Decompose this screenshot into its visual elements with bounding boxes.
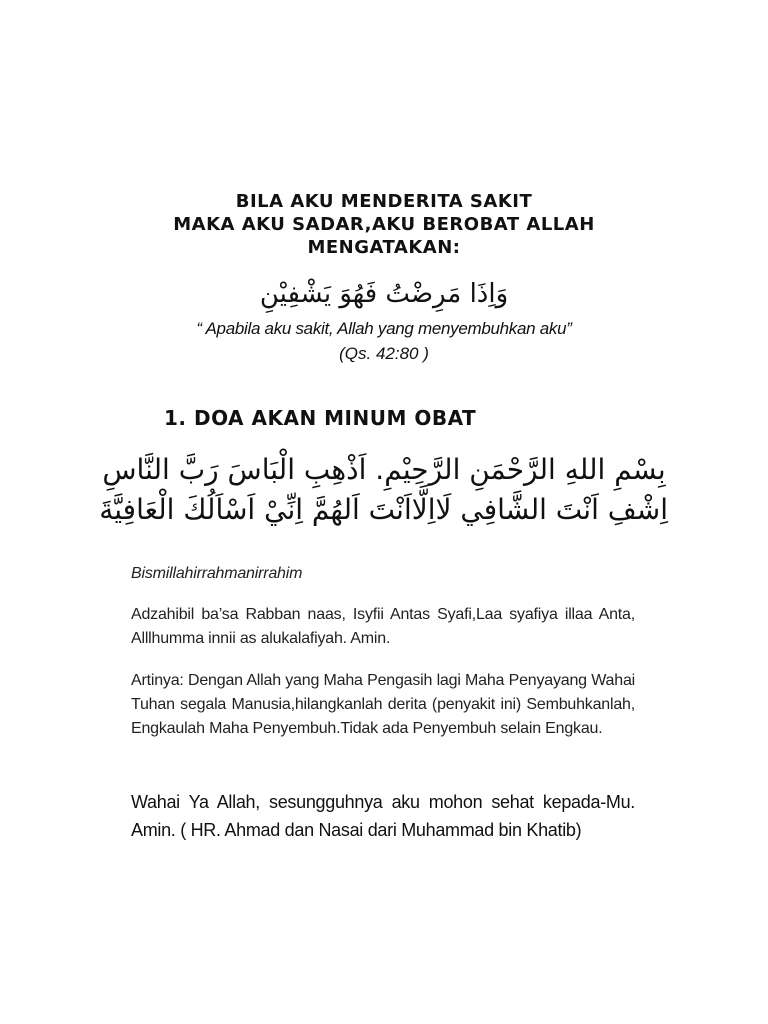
basmala-transliteration: Bismillahirrahmanirrahim: [131, 565, 303, 582]
title-line-3: MENGATAKAN:: [307, 237, 461, 258]
doa-arabic-text: [100, 450, 668, 530]
title-line-2: MAKA AKU SADAR,AKU BEROBAT ALLAH: [173, 214, 595, 235]
doa-arabic-line-2: اِشْفِ اَنْتَ الشَّافِي لَااِلَّااَنْتَ اَلهُمَّ اِنِّيْ اَسْاَلُكَ الْعَافِيَّةَ: [99, 493, 668, 526]
doa-arabic-line-1: بِسْمِ اللهِ الرَّحْمَنِ الرَّحِيْمِ. اَذْهِبِ الْبَاسَ رَبَّ النَّاسِ: [102, 453, 666, 486]
closing-prayer: Wahai Ya Allah, sesungguhnya aku mohon sehat kepada-Mu. Amin. ( HR. Ahmad dan Nasai dari Muhammad bin Khatib): [131, 792, 635, 840]
quran-verse-reference: (Qs. 42:80 ): [339, 344, 429, 363]
title-line-1: BILA AKU MENDERITA SAKIT: [235, 191, 533, 212]
doa-transliteration: Adzahibil ba’sa Rabban naas, Isyfii Antas Syafi,Laa syafiya illaa Anta, Alllhumma innii as alukalafiyah. Amin.: [131, 606, 635, 647]
doa-meaning: Artinya: Dengan Allah yang Maha Pengasih lagi Maha Penyayang Wahai Tuhan segala Manusia,hilangkanlah derita (penyakit ini) Sembuhkanlah, Engkaulah Maha Penyembuh.Tidak ada Penyembuh selain Engkau.: [131, 672, 635, 737]
quran-verse-translation: “ Apabila aku sakit, Allah yang menyembuhkan aku”: [196, 319, 572, 338]
section-heading: 1. DOA AKAN MINUM OBAT: [164, 406, 477, 430]
quran-verse-arabic: وَاِذَا مَرِضْتُ فَهُوَ يَشْفِيْنِ: [259, 279, 509, 309]
document-title: [120, 190, 648, 259]
